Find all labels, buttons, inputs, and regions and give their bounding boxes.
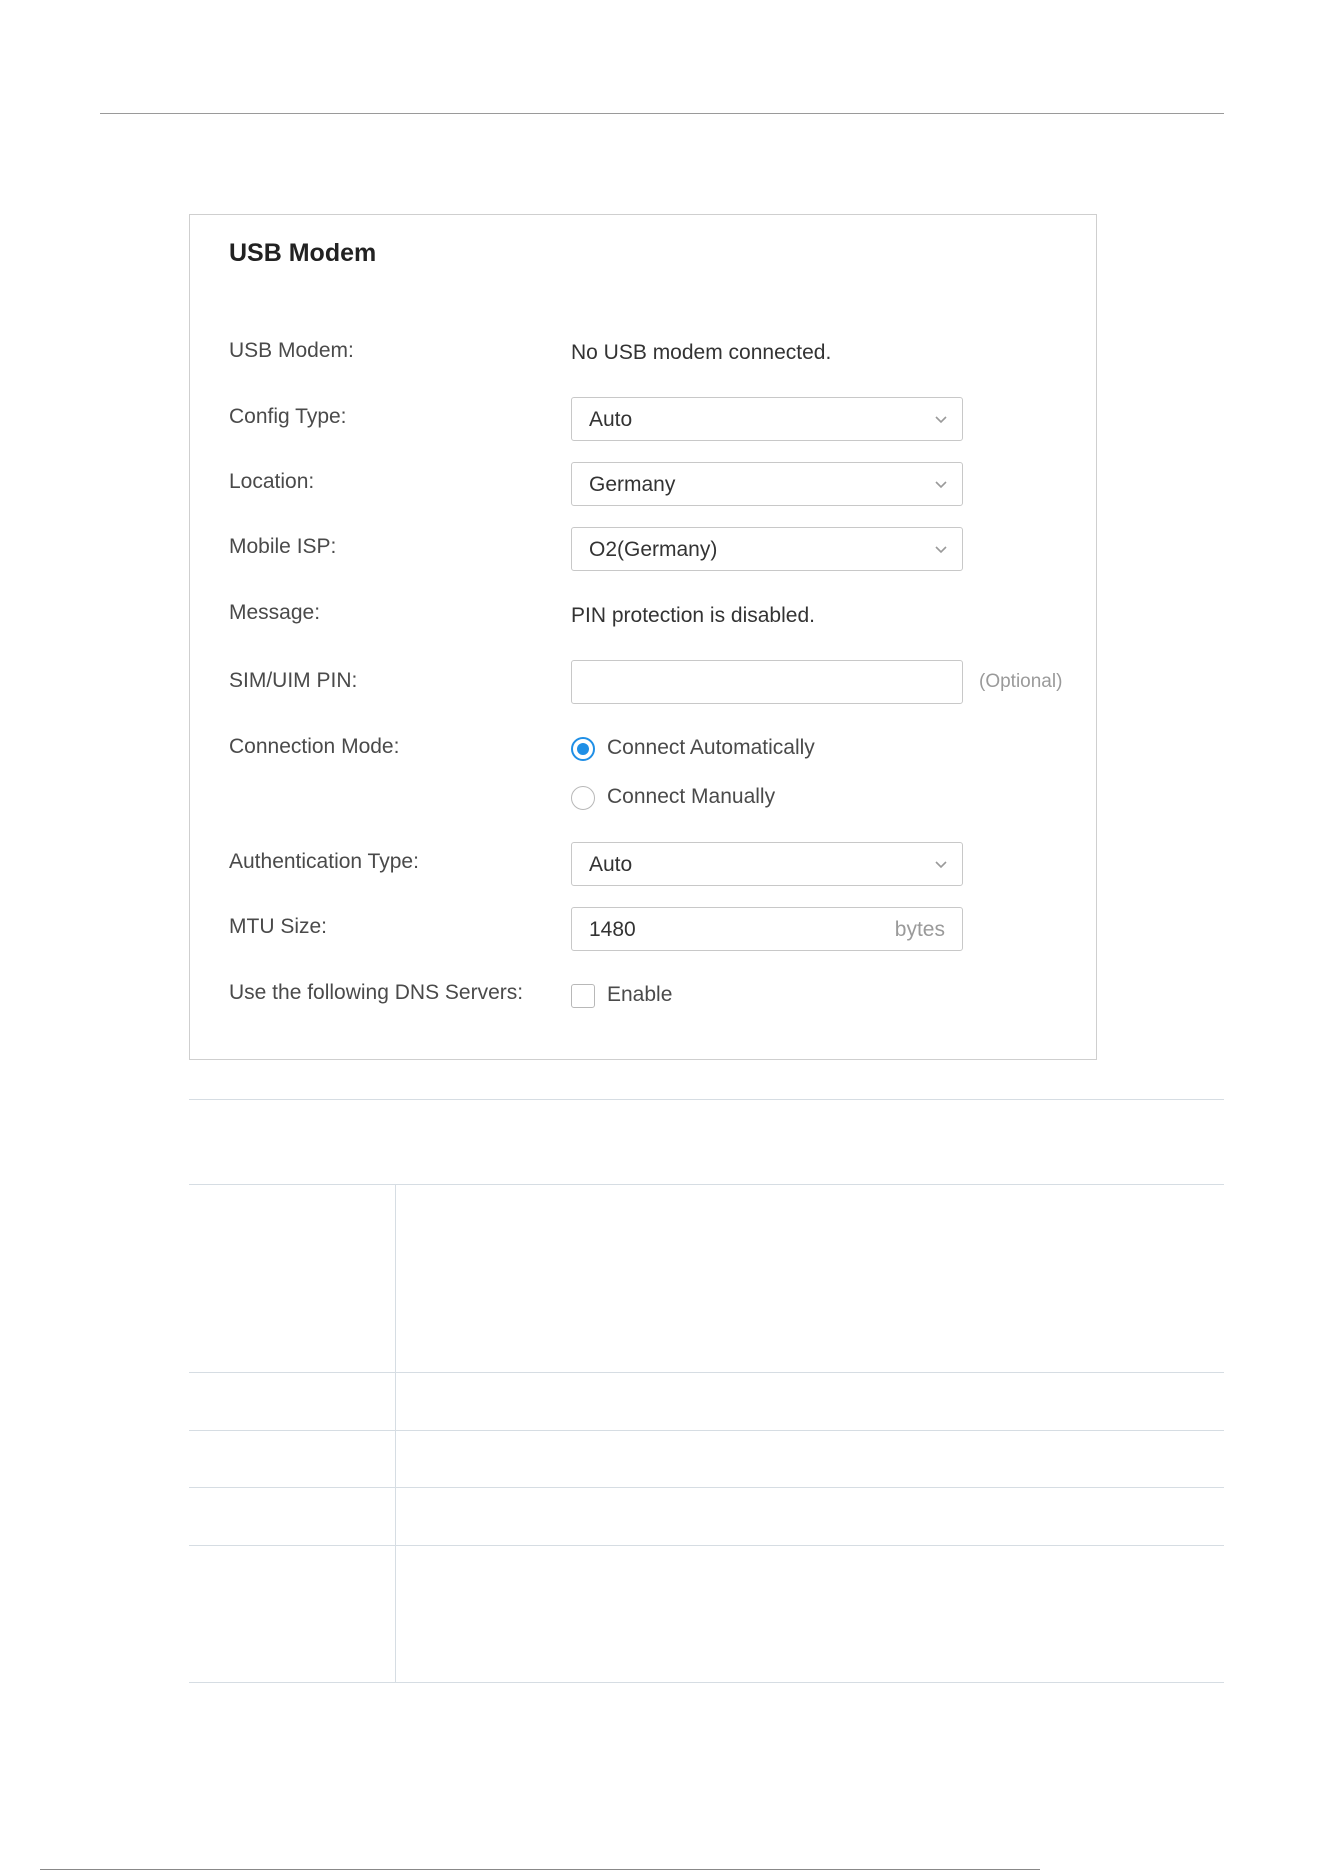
authentication-type-label: Authentication Type:	[229, 850, 419, 873]
mobile-isp-label: Mobile ISP:	[229, 535, 337, 558]
table-rule	[189, 1682, 1224, 1683]
connect-automatically-label[interactable]: Connect Automatically	[607, 736, 815, 759]
sim-pin-input[interactable]	[571, 660, 963, 704]
config-type-value: Auto	[589, 408, 633, 431]
mtu-size-value: 1480	[589, 918, 636, 941]
table-rule	[189, 1487, 1224, 1488]
mobile-isp-value: O2(Germany)	[589, 538, 718, 561]
table-rule	[189, 1372, 1224, 1373]
table-rule	[189, 1099, 1224, 1100]
usb-modem-status: No USB modem connected.	[571, 341, 832, 364]
usb-modem-label: USB Modem:	[229, 339, 354, 362]
dns-enable-label[interactable]: Enable	[607, 983, 673, 1006]
location-label: Location:	[229, 470, 315, 493]
config-type-select[interactable]	[571, 397, 963, 441]
mobile-isp-select[interactable]	[571, 527, 963, 571]
table-rule	[189, 1430, 1224, 1431]
authentication-type-value: Auto	[589, 853, 633, 876]
location-value: Germany	[589, 473, 676, 496]
config-type-label: Config Type:	[229, 405, 347, 428]
sim-pin-label: SIM/UIM PIN:	[229, 669, 358, 692]
mtu-size-input[interactable]	[571, 907, 963, 951]
chevron-down-icon	[932, 855, 950, 873]
table-rule	[189, 1184, 1224, 1185]
table-rule	[189, 1545, 1224, 1546]
message-label: Message:	[229, 601, 321, 624]
chevron-down-icon	[932, 410, 950, 428]
chevron-down-icon	[932, 540, 950, 558]
panel-title: USB Modem	[229, 239, 377, 267]
header-rule	[100, 113, 1224, 114]
message-value: PIN protection is disabled.	[571, 604, 815, 627]
sim-pin-optional-hint: (Optional)	[979, 671, 1063, 692]
footer-rule	[40, 1869, 1040, 1870]
location-select[interactable]	[571, 462, 963, 506]
connection-mode-label: Connection Mode:	[229, 735, 400, 758]
connect-automatically-radio[interactable]	[571, 737, 595, 761]
chevron-down-icon	[932, 475, 950, 493]
mtu-size-label: MTU Size:	[229, 915, 328, 938]
table-column-divider	[395, 1184, 396, 1682]
connect-manually-label[interactable]: Connect Manually	[607, 785, 776, 808]
usb-modem-panel	[189, 214, 1097, 1060]
connect-manually-radio[interactable]	[571, 786, 595, 810]
dns-enable-checkbox[interactable]	[571, 984, 595, 1008]
mtu-size-unit: bytes	[894, 918, 945, 941]
dns-servers-label: Use the following DNS Servers:	[229, 981, 524, 1004]
authentication-type-select[interactable]	[571, 842, 963, 886]
